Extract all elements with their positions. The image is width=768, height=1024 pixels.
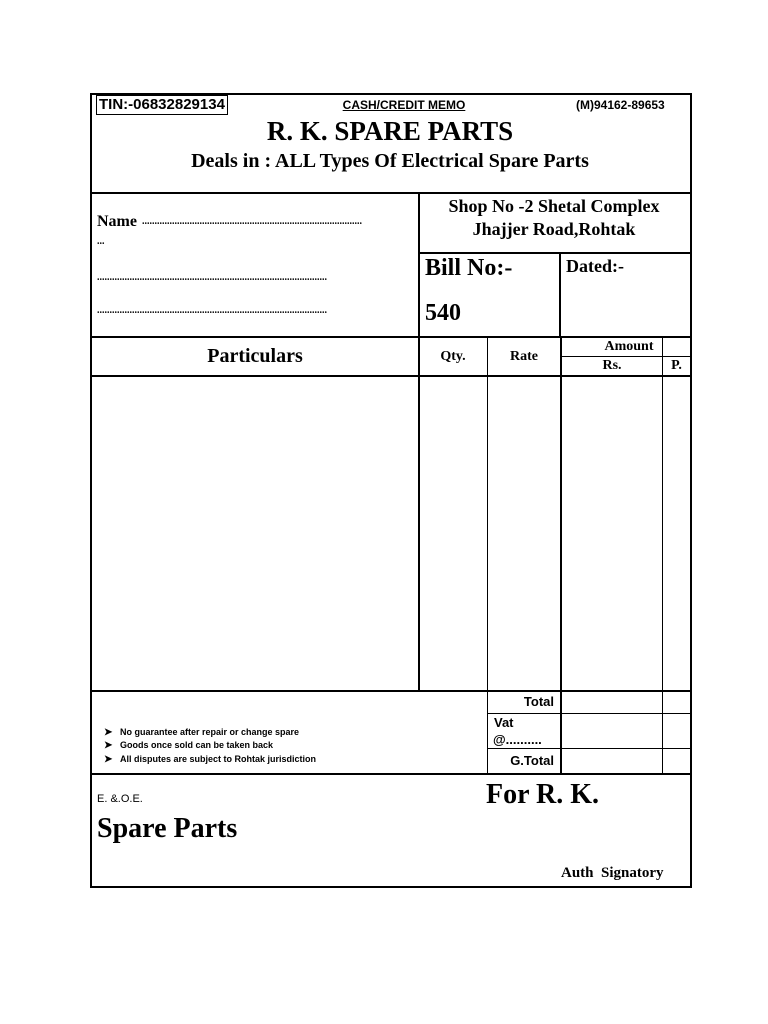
total-label: Total [523,694,554,709]
for-rk-label: For R. K. [486,779,600,810]
footer-divider [90,773,690,775]
address-line-3-dots: ............................................................................................ [97,305,327,316]
name-label: Name [97,213,137,230]
bill-no-value: 540 [425,300,461,326]
particulars-header: Particulars [207,345,303,367]
term-item: ➤ All disputes are subject to Rohtak jurisdiction [104,754,317,765]
memo-type: CASH/CREDIT MEMO [342,98,466,112]
term-item: ➤ No guarantee after repair or change spare [104,727,300,738]
table-body-bottom [90,690,690,692]
rate-header: Rate [510,349,538,364]
mobile-number: (M)94162-89653 [576,98,665,112]
arrow-bullet-icon: ➤ [104,754,113,765]
arrow-bullet-icon: ➤ [104,740,113,751]
vat-rate-dots: @.......... [493,732,542,747]
deals-in: Deals in : ALL Types Of Electrical Spare Parts [191,150,589,172]
shop-address-line-1: Shop No -2 Shetal Complex [448,196,660,216]
rs-p-divider [662,336,663,773]
spare-parts-label: Spare Parts [97,813,238,844]
shop-name: R. K. SPARE PARTS [266,116,514,146]
amount-subdivider [560,356,690,357]
amount-header: Amount [604,339,654,354]
eoe-label: E. &.O.E. [97,793,143,805]
shop-address-line-2: Jhajjer Road,Rohtak [472,219,636,239]
table-header-bottom [90,375,690,377]
bill-no-label: Bill No:- [425,255,513,281]
rate-amount-divider [560,336,562,773]
customer-address-divider [418,192,420,690]
table-header-top [90,336,690,338]
billno-dated-divider [559,252,561,336]
vat-label: Vat [494,715,514,730]
tin-number: TIN:-06832829134 [96,95,228,115]
total-row-bottom [487,713,690,714]
header-divider [90,192,690,194]
dated-label: Dated:- [566,256,624,276]
auth-signatory-label: Auth Signatory [561,865,664,881]
p-header: P. [671,358,682,373]
grand-total-label: G.Total [510,753,554,768]
qty-header: Qty. [440,349,466,364]
address-divider [418,252,690,254]
address-line-2-dots: ............................................................................................ [97,272,327,283]
term-item: ➤ Goods once sold can be taken back [104,740,274,751]
name-dots: ........................................................................................ [142,216,362,227]
rs-header: Rs. [602,358,622,373]
arrow-bullet-icon: ➤ [104,727,113,738]
name-dots-continued: ... [97,236,105,247]
vat-row-bottom [487,748,690,749]
